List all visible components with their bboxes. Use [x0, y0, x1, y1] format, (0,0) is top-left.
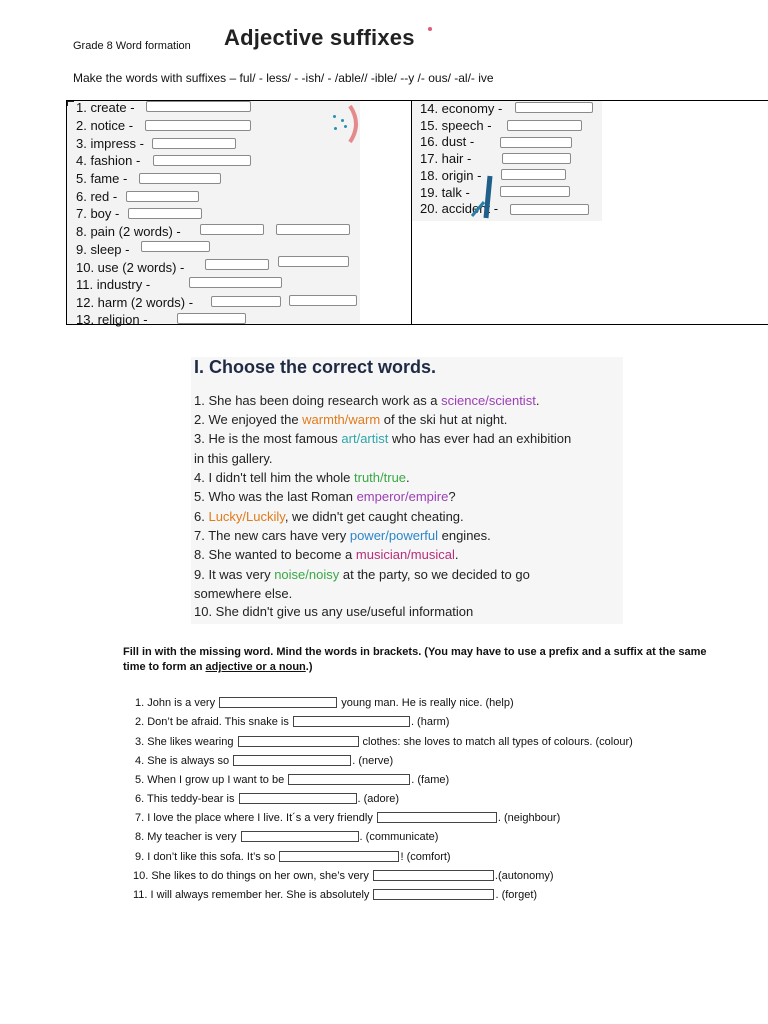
- answer-blank[interactable]: [279, 851, 399, 862]
- line-text: 9. I don’t like this sofa. It’s so: [135, 851, 279, 863]
- line-text: 4. I didn't tell him the whole: [194, 470, 355, 485]
- exercise1-line: [194, 509, 464, 524]
- line-text: .: [406, 470, 410, 485]
- line-text: 8. She wanted to become a: [194, 547, 356, 562]
- exercise2-line: [135, 696, 514, 710]
- answer-field-origin[interactable]: [501, 169, 566, 180]
- line-text: . (adore): [357, 793, 400, 805]
- answer-blank[interactable]: [293, 716, 410, 727]
- exercise1-line: [194, 567, 530, 582]
- line-text: . (communicate): [359, 831, 439, 843]
- answer-blank[interactable]: [241, 831, 359, 842]
- exercise2-line: [135, 830, 438, 844]
- word-choice[interactable]: science/scientist: [441, 393, 536, 408]
- item-create: 1. create -: [76, 100, 135, 115]
- exercise1-line: [194, 604, 473, 619]
- item-speech: 15. speech -: [420, 118, 492, 133]
- word-choice[interactable]: power/powerful: [349, 528, 438, 543]
- answer-field-talk[interactable]: [500, 186, 570, 197]
- item-fame: 5. fame -: [76, 171, 128, 186]
- line-text: 3. He is the most famous: [194, 431, 342, 446]
- answer-blank[interactable]: [373, 889, 494, 900]
- instr-text: time to form an: [123, 661, 206, 673]
- line-text: 1. She has been doing research work as a: [194, 393, 442, 408]
- line-text: 9. It was very: [194, 567, 275, 582]
- answer-field-economy[interactable]: [515, 102, 593, 113]
- answer-field-boy[interactable]: [128, 208, 202, 219]
- answer-blank[interactable]: [373, 870, 494, 881]
- item-accident: 20. accident -: [420, 201, 499, 216]
- answer-field-red[interactable]: [126, 191, 199, 202]
- exercise1-line: [194, 547, 459, 562]
- exercise2-line: [135, 811, 560, 825]
- line-text: clothes: she loves to match all types of colours. (colour): [359, 736, 633, 748]
- exercise1-line: [194, 393, 539, 408]
- item-use: 10. use (2 words) -: [76, 260, 185, 275]
- item-impress: 3. impress -: [76, 136, 144, 151]
- answer-field-dust[interactable]: [500, 137, 572, 148]
- line-text: 5. When I grow up I want to be: [135, 774, 288, 786]
- answer-blank[interactable]: [239, 793, 357, 804]
- exercise2-line: [135, 850, 451, 864]
- bracket-mark: [67, 101, 74, 106]
- decoration-stroke-icon: [462, 172, 502, 220]
- line-text: 4. She is always so: [135, 755, 233, 767]
- line-text: . (forget): [495, 889, 538, 901]
- exercise2-line: [135, 773, 449, 787]
- line-text: 6.: [194, 509, 209, 524]
- line-text: , we didn't get caught cheating.: [284, 509, 464, 524]
- answer-field-religion[interactable]: [177, 313, 246, 324]
- answer-field-pain-2[interactable]: [276, 224, 350, 235]
- decoration-dot: [344, 125, 347, 128]
- exercise1-line: [194, 412, 507, 427]
- item-boy: 7. boy -: [76, 206, 120, 221]
- line-text: 2. We enjoyed the: [194, 412, 303, 427]
- word-choice[interactable]: truth/true: [354, 470, 407, 485]
- exercise2-line: [135, 735, 633, 749]
- decoration-arc-icon: [348, 104, 360, 144]
- exercise2-line: [133, 888, 537, 902]
- line-text: .: [454, 547, 459, 562]
- item-hair: 17. hair -: [420, 151, 472, 166]
- answer-blank[interactable]: [288, 774, 410, 785]
- exercise1-line: [194, 451, 273, 466]
- answer-field-hair[interactable]: [502, 153, 571, 164]
- line-text: 10. She likes to do things on her own, she’s very: [133, 870, 372, 882]
- line-text: 3. She likes wearing: [135, 736, 237, 748]
- line-text: . (fame): [411, 774, 450, 786]
- table-divider: [411, 100, 412, 325]
- exercise1-line: [194, 586, 292, 601]
- item-economy: 14. economy -: [420, 101, 503, 116]
- exercise2-line: [135, 792, 399, 806]
- answer-field-create[interactable]: [146, 101, 251, 112]
- item-talk: 19. talk -: [420, 185, 470, 200]
- answer-blank[interactable]: [219, 697, 337, 708]
- answer-field-notice[interactable]: [145, 120, 251, 131]
- answer-field-use-1[interactable]: [205, 259, 269, 270]
- answer-blank[interactable]: [233, 755, 351, 766]
- decoration-dot: [341, 119, 344, 122]
- item-dust: 16. dust -: [420, 134, 475, 149]
- item-notice: 2. notice -: [76, 118, 134, 133]
- word-choice[interactable]: noise/noisy: [274, 567, 340, 582]
- line-text: .: [535, 393, 540, 408]
- answer-field-accident[interactable]: [510, 204, 589, 215]
- line-text: young man. He is really nice. (help): [338, 697, 514, 709]
- exercise1-line: [194, 470, 410, 485]
- exercise2-line: [133, 869, 554, 883]
- line-text: who has ever had an exhibition: [388, 431, 572, 446]
- instr-text-end: .): [305, 661, 313, 673]
- line-text: 8. My teacher is very: [135, 831, 240, 843]
- word-choice[interactable]: art/artist: [341, 431, 389, 446]
- answer-field-fame[interactable]: [139, 173, 221, 184]
- line-text: . (neighbour): [497, 812, 561, 824]
- item-origin: 18. origin -: [420, 168, 482, 183]
- answer-blank[interactable]: [377, 812, 497, 823]
- line-text: somewhere else.: [194, 586, 293, 601]
- exercise1-title: I. Choose the correct words.: [194, 357, 437, 377]
- exercise1-line: [194, 489, 456, 504]
- item-fashion: 4. fashion -: [76, 153, 141, 168]
- line-text: at the party, so we decided to go: [339, 567, 530, 582]
- line-text: 11. I will always remember her. She is absolutely: [133, 889, 373, 901]
- instr-underlined: adjective or a noun: [205, 661, 306, 673]
- line-text: 6. This teddy-bear is: [135, 793, 238, 805]
- line-text: 7. The new cars have very: [194, 528, 350, 543]
- line-text: 10. She didn't give us any use/useful information: [194, 604, 474, 619]
- line-text: . (nerve): [352, 755, 394, 767]
- item-pain: 8. pain (2 words) -: [76, 224, 181, 239]
- exercise2-instructions: Fill in with the missing word. Mind the words in brackets. (You may have to use a prefix and a suffix at the same: [123, 646, 707, 658]
- item-red: 6. red -: [76, 189, 118, 204]
- line-text: ?: [448, 489, 456, 504]
- word-choice[interactable]: musician/musical: [355, 547, 455, 562]
- answer-field-pain-1[interactable]: [200, 224, 264, 235]
- answer-field-use-2[interactable]: [278, 256, 349, 267]
- line-text: 2. Don’t be afraid. This snake is: [135, 716, 292, 728]
- answer-field-fashion[interactable]: [153, 155, 251, 166]
- exercise1-line: [194, 431, 571, 446]
- answer-field-speech[interactable]: [507, 120, 582, 131]
- exercise2-line: [135, 715, 449, 729]
- word-choice[interactable]: warmth/warm: [302, 412, 381, 427]
- line-text: ! (comfort): [400, 851, 451, 863]
- item-industry: 11. industry -: [76, 277, 151, 292]
- line-text: in this gallery.: [194, 451, 273, 466]
- exercise2-instructions-2: [123, 661, 313, 673]
- title-decoration-icon: [427, 26, 433, 32]
- decoration-dot: [334, 127, 337, 130]
- answer-blank[interactable]: [238, 736, 359, 747]
- answer-field-impress[interactable]: [152, 138, 236, 149]
- line-text: 5. Who was the last Roman: [194, 489, 357, 504]
- suffix-instructions: Make the words with suffixes – ful/ - less/ - -ish/ - /able// -ible/ --y /- ous/ -al/- ive: [73, 71, 494, 85]
- line-text: . (harm): [410, 716, 450, 728]
- line-text: 1. John is a very: [135, 697, 219, 709]
- item-harm: 12. harm (2 words) -: [76, 295, 194, 310]
- item-religion: 13. religion -: [76, 312, 148, 327]
- answer-field-industry[interactable]: [189, 277, 282, 288]
- line-text: 7. I love the place where I live. It´s a very friendly: [135, 812, 376, 824]
- line-text: of the ski hut at night.: [380, 412, 508, 427]
- decoration-dot: [333, 115, 336, 118]
- exercise2-line: [135, 754, 393, 768]
- grade-label: Grade 8 Word formation: [73, 40, 191, 52]
- word-choice[interactable]: emperor/empire: [356, 489, 449, 504]
- line-text: engines.: [438, 528, 491, 543]
- exercise1-line: [194, 528, 491, 543]
- item-sleep: 9. sleep -: [76, 242, 130, 257]
- answer-field-harm-2[interactable]: [289, 295, 357, 306]
- word-choice[interactable]: Lucky/Luckily: [208, 509, 285, 524]
- line-text: .(autonomy): [494, 870, 554, 882]
- answer-field-sleep[interactable]: [141, 241, 210, 252]
- answer-field-harm-1[interactable]: [211, 296, 281, 307]
- worksheet-title: Adjective suffixes: [224, 25, 415, 50]
